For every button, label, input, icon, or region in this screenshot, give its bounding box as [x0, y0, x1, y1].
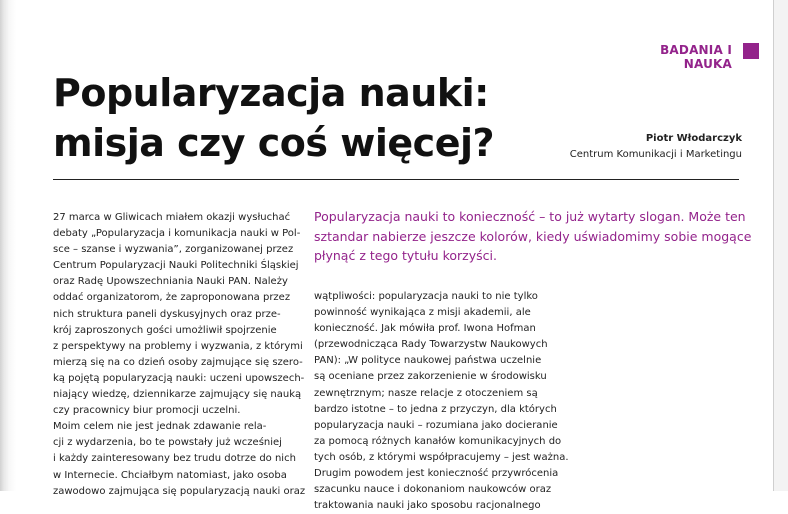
- author-affiliation: Centrum Komunikacji i Marketingu: [569, 149, 742, 160]
- text-line: za pomocą różnych kanałów komunikacyjnych do: [314, 435, 562, 447]
- text-line: debaty „Popularyzacja i komunikacja nauki w Pol-: [53, 228, 301, 240]
- text-line: szacunku nauce i dokonaniom naukowców oraz: [314, 484, 552, 496]
- text-line: oddać organizatorom, że zaproponowana przez: [53, 292, 291, 304]
- text-line: mierzą się na co dzień osoby zajmujące się szero-: [53, 356, 303, 368]
- text-line: płynąć z tego tytułu korzyści.: [314, 248, 497, 264]
- text-line: są oceniane przez zakorzenienie w środowisku: [314, 371, 547, 383]
- author-name: Piotr Włodarczyk: [645, 133, 742, 144]
- text-line: czy pracownicy biur promocji uczelni.: [53, 405, 241, 417]
- title-line: misja czy coś więcej?: [53, 121, 495, 165]
- header-divider: [53, 179, 739, 180]
- section-marker-square: [743, 43, 759, 59]
- text-line: w Internecie. Chciałbym natomiast, jako osoba: [53, 469, 287, 481]
- text-line: zewnętrznym; nasze relacje z otoczeniem są: [314, 387, 538, 399]
- text-line: (przewodnicząca Rady Towarzystw Naukowych: [314, 339, 548, 351]
- text-line: ką pojętą popularyzacją nauki: uczeni upowszech-: [53, 372, 305, 384]
- text-line: niający wiedzę, dziennikarze zajmujący się nauką: [53, 389, 302, 401]
- text-line: sce – szanse i wyzwania”, zorganizowanej przez: [53, 244, 294, 256]
- page-edge-shadow: [0, 0, 16, 491]
- text-line: oraz Radę Upowszechniania Nauki PAN. Należy: [53, 276, 288, 288]
- text-line: Drugim powodem jest konieczność przywrócenia: [314, 468, 559, 480]
- body-column-left: [53, 210, 306, 500]
- text-line: i każdy zainteresowany bez trudu dotrze do nich: [53, 453, 296, 465]
- text-line: 27 marca w Gliwicach miałem okazji wysłuchać: [53, 212, 291, 223]
- text-line: Moim celem nie jest jednak zdawanie rela-: [53, 421, 267, 433]
- section-label: BADANIA I NAUKA: [660, 43, 732, 71]
- text-line: zawodowo zajmująca się popularyzacją nauki oraz: [53, 485, 306, 497]
- text-line: popularyzacja nauki – rozumiana jako docieranie: [314, 419, 558, 431]
- text-line: bardzo istotne – to jedna z przyczyn, dla których: [314, 403, 557, 415]
- text-line: PAN): „W polityce naukowej państwa uczelnie: [314, 355, 542, 367]
- text-line: nich struktura paneli dyskusyjnych oraz prze-: [53, 308, 281, 320]
- text-line: sztandar nabierze jeszcze kolorów, kiedy uświadomimy sobie mogące: [314, 228, 752, 244]
- text-line: powinność wynikająca z misji akademii, ale: [314, 307, 531, 319]
- text-line: wątpliwości: popularyzacja nauki to nie tylko: [314, 291, 538, 302]
- text-line: z perspektywy na problemy i wyzwania, z którymi: [53, 340, 303, 352]
- text-line: Centrum Popularyzacji Nauki Politechniki Śląskiej: [53, 260, 299, 272]
- adjacent-page-strip: [773, 0, 788, 491]
- title-line: Popularyzacja nauki:: [53, 71, 489, 115]
- text-line: Popularyzacja nauki to konieczność – to już wytarty slogan. Może ten: [314, 209, 746, 224]
- lead-paragraph: [314, 207, 754, 266]
- text-line: traktowania nauki jako sposobu racjonalnego: [314, 500, 541, 512]
- text-line: konieczność. Jak mówiła prof. Iwona Hofman: [314, 323, 536, 335]
- text-line: cji z wydarzenia, bo te powstały już wcześniej: [53, 437, 282, 449]
- article-title: [53, 68, 494, 168]
- text-line: tych osób, z którymi współpracujemy – jest ważna.: [314, 451, 569, 463]
- body-column-right: [314, 289, 569, 514]
- text-line: krój zaproszonych gości umożliwił spojrzenie: [53, 324, 277, 336]
